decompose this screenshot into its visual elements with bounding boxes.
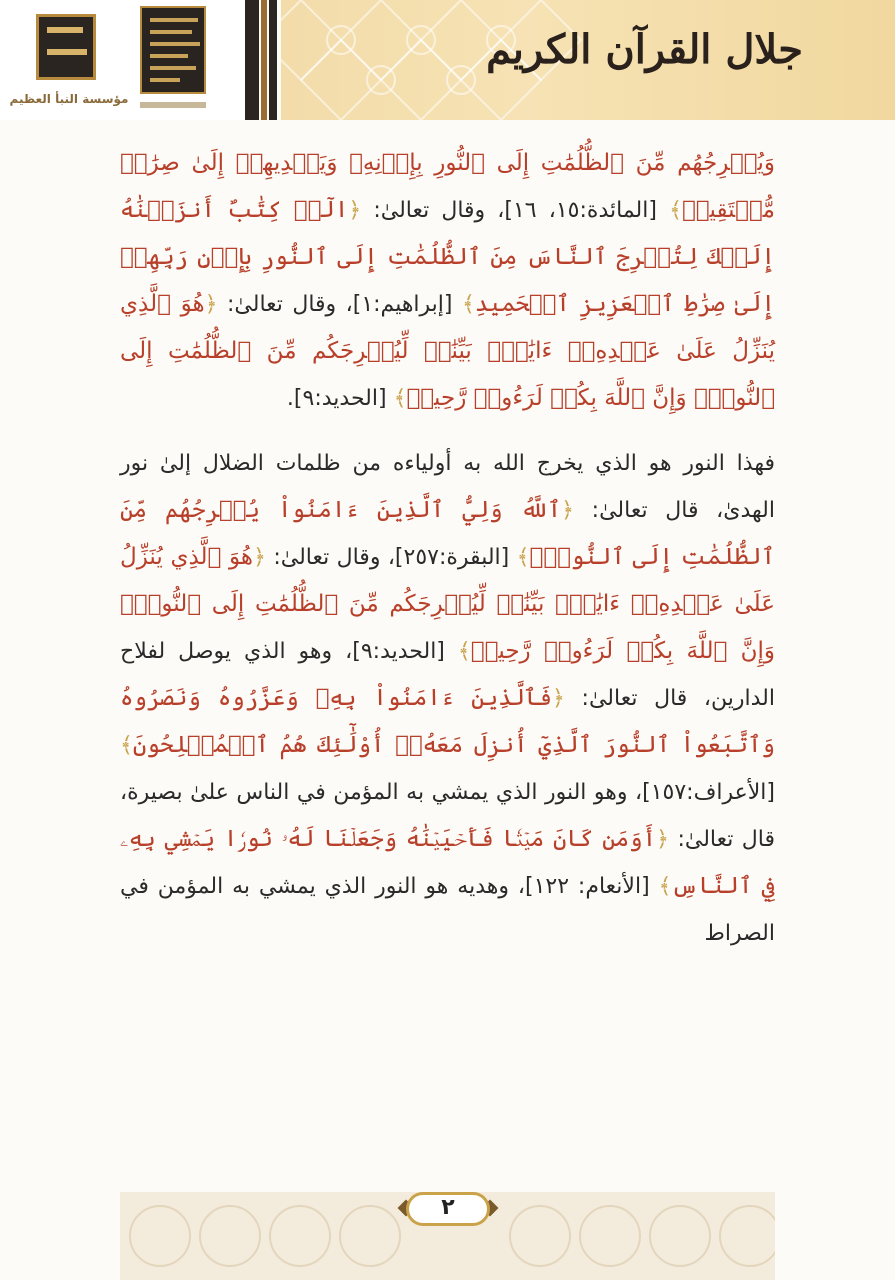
verse-bracket: ﴾	[516, 545, 530, 570]
page-header	[0, 0, 895, 120]
verse-bracket: ﴿	[656, 827, 669, 852]
verse-bracket: ﴾	[457, 639, 471, 664]
foundation-logo	[8, 14, 130, 114]
body-text: [الأنعام: ١٢٢]، وهديه هو النور الذي يمشي به المؤمن في الصراط	[120, 874, 775, 946]
main-text	[120, 140, 775, 957]
verse-bracket: ﴾	[669, 198, 682, 223]
quran-verse: وَيُخۡرِجُهُم مِّنَ ٱلظُّلُمَٰتِ إِلَى ٱلنُّورِ بِإِذۡنِهِۦ وَيَهۡدِيهِمۡ إِلَىٰ صِرَٰطٖ مُّسۡتَقِيمٖ	[120, 150, 775, 223]
logo-panel	[0, 0, 245, 120]
foundation-logo-caption: مؤسسة النبأ العظيم	[9, 92, 129, 106]
quran-verse: فَٱلَّذِينَ ءَامَنُواْ بِهِۦ وَعَزَّرُوهُ وَنَصَرُوهُ وَٱتَّبَعُواْ ٱلنُّورَ ٱلَّذِيٓ أُنزِلَ مَعَهُۥٓ أُوْلَٰٓئِكَ هُمُ ٱلۡمُفۡلِحُونَ	[120, 685, 775, 758]
verse-bracket: ﴾	[120, 733, 133, 758]
page-number-badge	[398, 1186, 498, 1232]
body-text: [المائدة:١٥، ١٦]، وقال تعالىٰ:	[361, 198, 670, 223]
page-number: ٢	[441, 1195, 455, 1220]
calligraphy-logo-sub	[140, 102, 206, 108]
body-text: فهذا النور هو الذي يخرج الله به أولياءه من ظلمات الضلال إلىٰ نور الهدىٰ، قال تعالىٰ:	[120, 451, 775, 523]
calligraphy-logo-mark	[140, 6, 206, 94]
body-text: [الحديد:٩]، وهو الذي يوصل لفلاح الدارين، قال تعالىٰ:	[120, 639, 776, 711]
body-text: [البقرة:٢٥٧]، وقال تعالىٰ:	[265, 545, 517, 570]
verse-bracket: ﴿	[253, 545, 266, 570]
verse-bracket: ﴿	[204, 292, 218, 317]
body-text: [إبراهيم:١]، وقال تعالىٰ:	[217, 292, 462, 317]
verse-bracket: ﴾	[393, 386, 407, 411]
title-band	[281, 0, 895, 120]
body-text: [الأعراف:١٥٧]، وهو النور الذي يمشي به المؤمن في الناس علىٰ بصيرة، قال تعالىٰ:	[120, 780, 775, 852]
paragraph	[120, 440, 775, 957]
quran-verse: هُوَ ٱلَّذِي يُنَزِّلُ عَلَىٰ عَبۡدِهِۦٓ ءَايَٰتِۭ بَيِّنَٰتٖ لِّيُخۡرِجَكُم مِّنَ ٱلظُّلُمَٰتِ إِلَى ٱلنُّورِۚ وَإِنَّ ٱللَّهَ بِكُمۡ لَرَءُوفٞ رَّحِيمٞ	[120, 291, 775, 411]
verse-bracket: ﴾	[658, 874, 672, 899]
verse-bracket: ﴿	[552, 686, 565, 711]
foundation-logo-mark	[36, 14, 96, 80]
header-divider-bars	[245, 0, 281, 120]
body-text: [الحديد:٩].	[286, 386, 394, 411]
verse-bracket: ﴿	[348, 198, 362, 223]
verse-bracket: ﴿	[561, 498, 574, 523]
book-title: جلال القرآن الكريم	[486, 26, 803, 73]
calligraphy-logo	[140, 6, 210, 114]
quran-verse: هُوَ ٱلَّذِي يُنَزِّلُ عَلَىٰ عَبۡدِهِۦٓ ءَايَٰتِۭ بَيِّنَٰتٖ لِّيُخۡرِجَكُم مِّنَ ٱلظُّلُمَٰتِ إِلَى ٱلنُّورِۚ وَإِنَّ ٱللَّهَ بِكُمۡ لَرَءُوفٞ رَّحِيمٞ	[120, 544, 775, 664]
quran-verse: ٱللَّهُ وَلِيُّ ٱلَّذِينَ ءَامَنُواْ يُخۡرِجُهُم مِّنَ ٱلظُّلُمَٰتِ إِلَى ٱلنُّورِۖ	[120, 497, 776, 570]
quran-verse: الٓرۚ كِتَٰبٌ أَنزَلۡنَٰهُ إِلَيۡكَ لِتُخۡرِجَ ٱلنَّاسَ مِنَ ٱلظُّلُمَٰتِ إِلَى ٱلنُّورِ بِإِذۡنِ رَبِّهِمۡ إِلَىٰ صِرَٰطِ ٱلۡعَزِيزِ ٱلۡحَمِيدِ	[120, 197, 775, 317]
verse-bracket: ﴾	[461, 292, 475, 317]
paragraph	[120, 140, 775, 422]
quran-verse: أَوَمَن كَانَ مَيۡتٗا فَأَحۡيَيۡنَٰهُ وَجَعَلۡنَا لَهُۥ نُورٗا يَمۡشِي بِهِۦ فِي ٱلنَّاسِ	[120, 826, 775, 899]
